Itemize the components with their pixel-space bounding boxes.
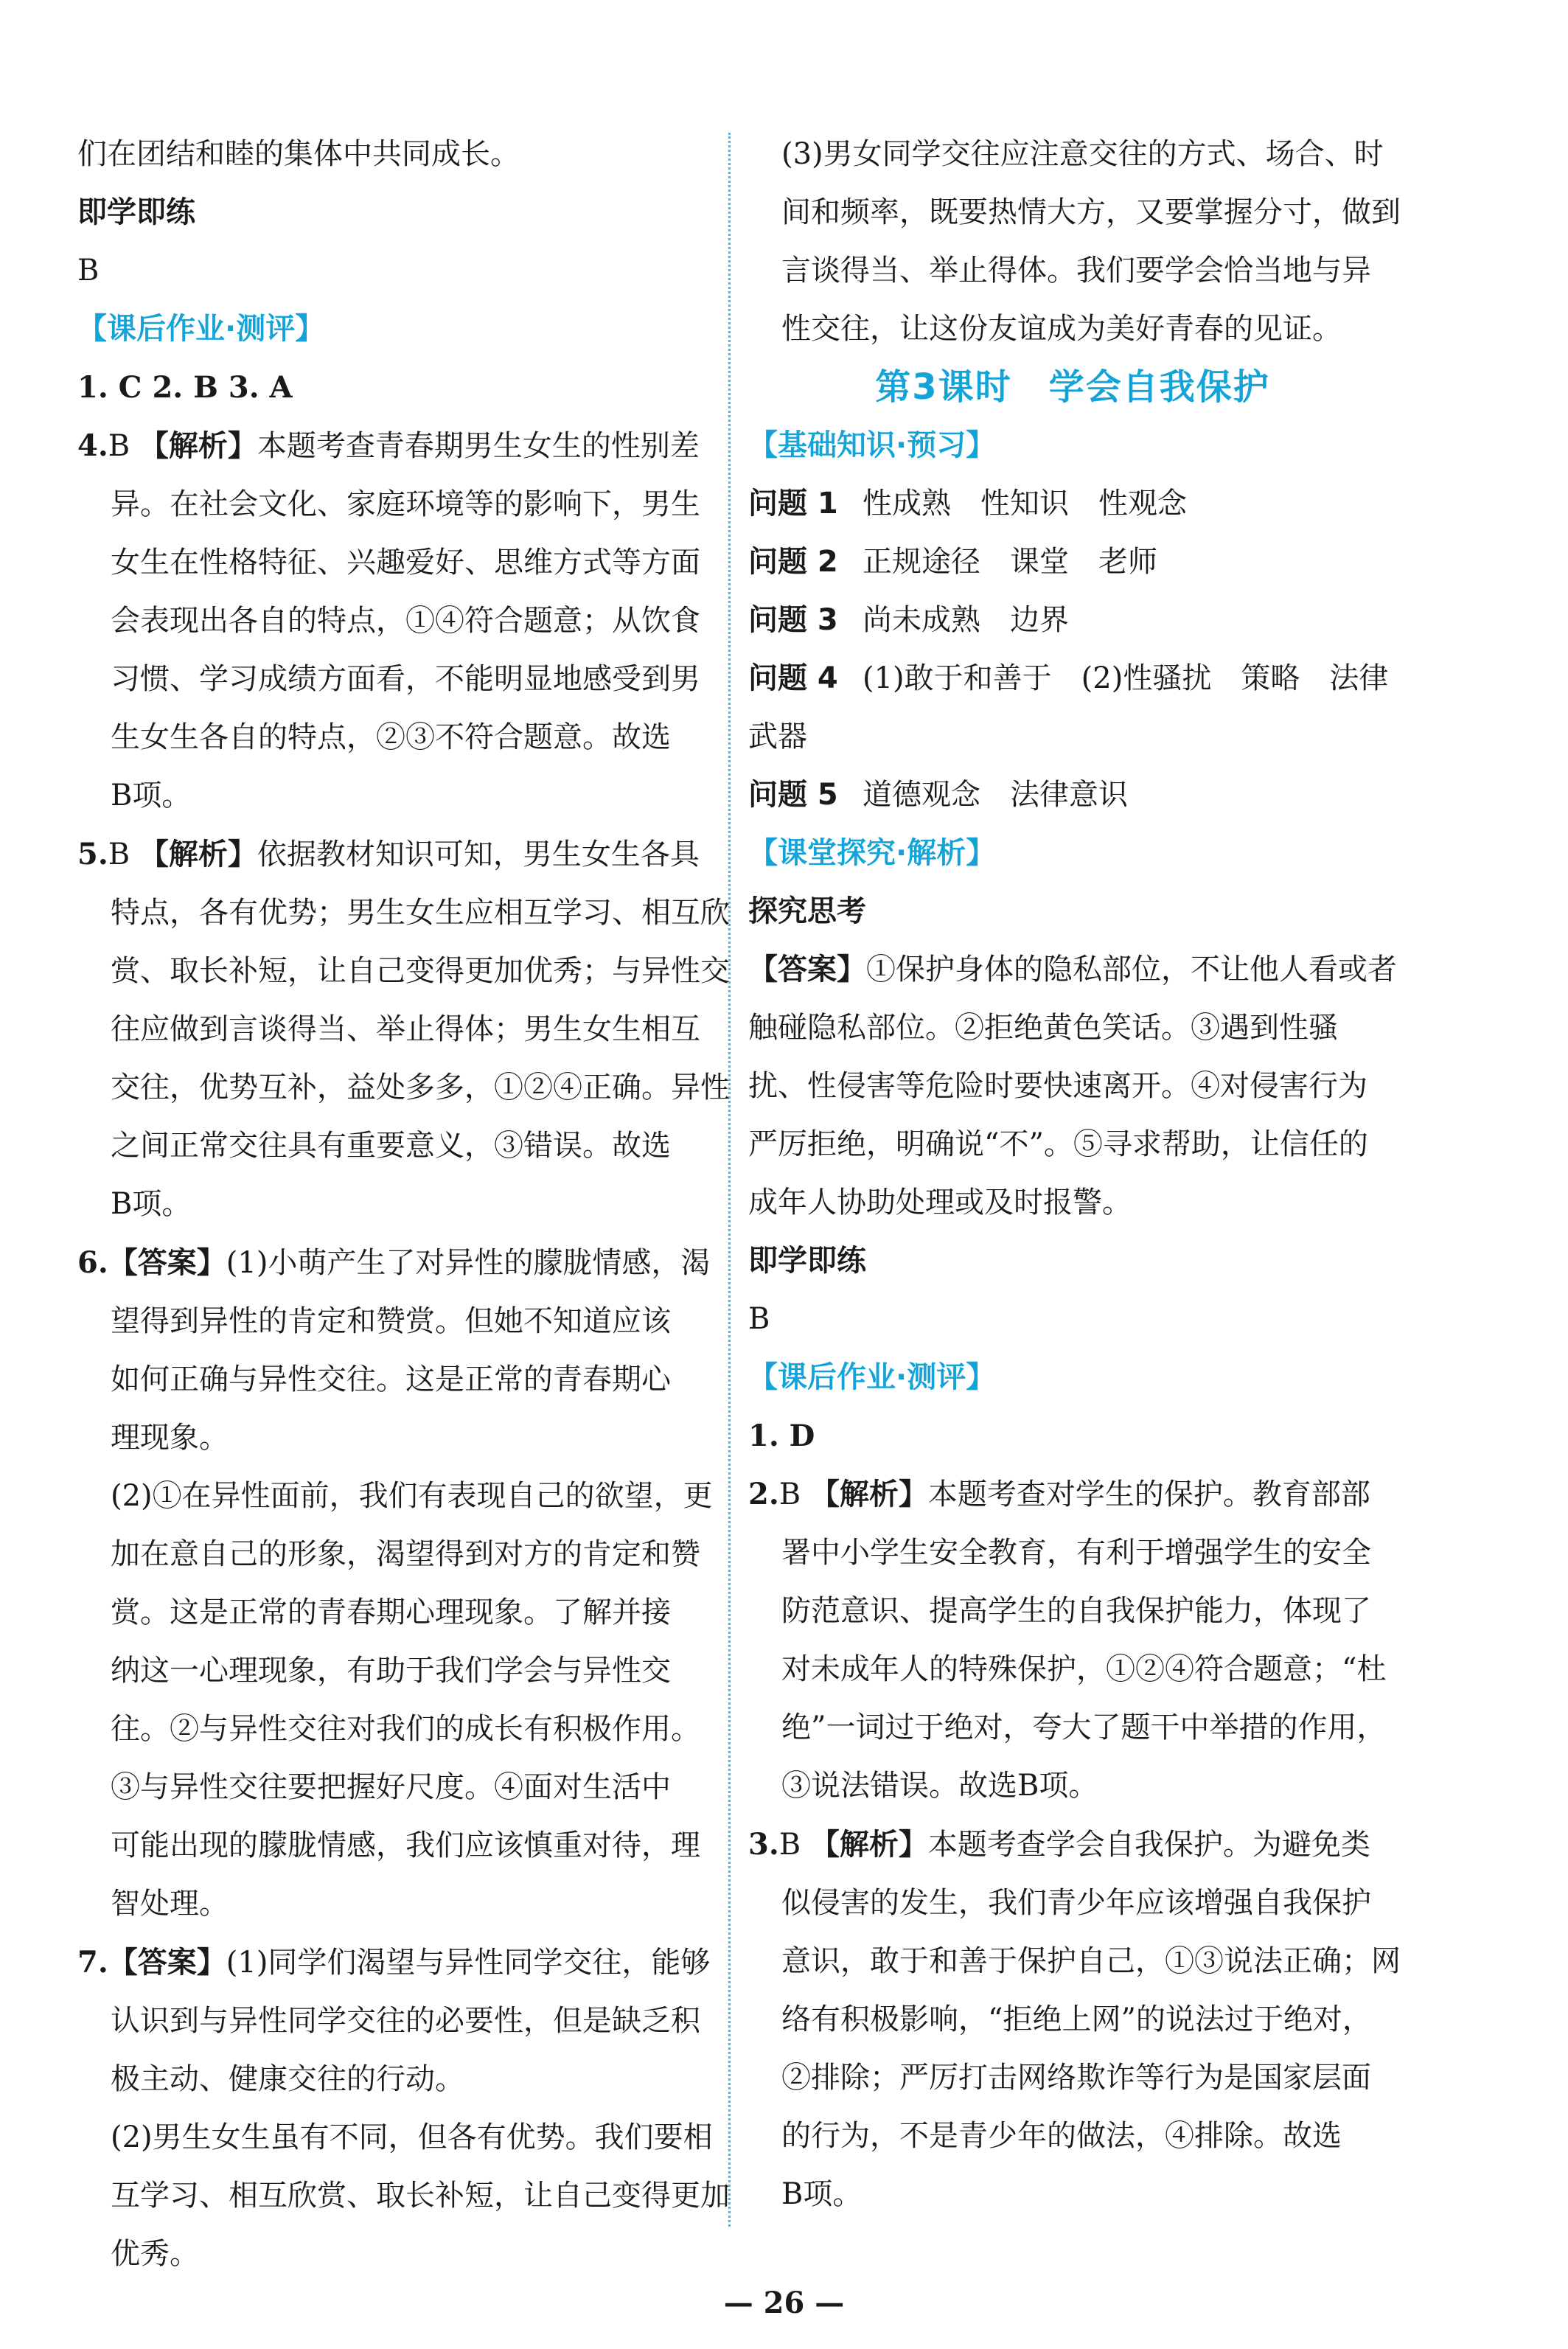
text-line: (2)男生女生虽有不同，但各有优势。我们要相 bbox=[111, 2120, 713, 2154]
left-column bbox=[77, 125, 730, 2283]
text-line: 严厉拒绝，明确说“不”。⑤寻求帮助，让信任的 bbox=[748, 1127, 1368, 1161]
text-line: B项。 bbox=[111, 1187, 192, 1221]
text-line: 生女生各自的特点，②③不符合题意。故选 bbox=[111, 720, 671, 754]
text-line: 互学习、相互欣赏、取长补短，让自己变得更加 bbox=[111, 2179, 730, 2213]
text-line: 望得到异性的肯定和赞赏。但她不知道应该 bbox=[111, 1304, 671, 1338]
text: 依据教材知识可知，男生女生各具 bbox=[257, 838, 700, 871]
text-line: 往应做到言谈得当、举止得体；男生女生相互 bbox=[111, 1012, 700, 1046]
question-number: 7. bbox=[77, 1945, 108, 1980]
text: 本题考查学会自我保护。为避免类 bbox=[927, 1828, 1370, 1862]
answer-line: B bbox=[748, 1302, 770, 1336]
problem-label: 问题 5 bbox=[748, 778, 838, 812]
problem-1 bbox=[748, 475, 1397, 533]
text-line: ③说法错误。故选B项。 bbox=[781, 1769, 1098, 1803]
question-5-line bbox=[77, 825, 711, 884]
text-line: 似侵害的发生，我们青少年应该增强自我保护 bbox=[781, 1886, 1371, 1920]
problem-text: (1)敢于和善于 (2)性骚扰 策略 法律 bbox=[863, 661, 1389, 695]
problem-5 bbox=[748, 766, 1397, 824]
text-line: 性交往，让这份友谊成为美好青春的见证。 bbox=[781, 312, 1342, 346]
text-line: 间和频率，既要热情大方，又要掌握分寸，做到 bbox=[781, 195, 1401, 229]
problem-label: 问题 3 bbox=[748, 603, 838, 637]
answer-choice: B bbox=[108, 429, 130, 463]
problem-3 bbox=[748, 591, 1397, 650]
text-line: (2)①在异性面前，我们有表现自己的欲望，更 bbox=[111, 1479, 713, 1513]
analysis-tag: 【解析】 bbox=[139, 838, 257, 871]
text-line: 异。在社会文化、家庭环境等的影响下，男生 bbox=[111, 487, 700, 521]
question-4-line bbox=[77, 417, 711, 476]
text-line: 赏、取长补短，让自己变得更加优秀；与异性交 bbox=[111, 954, 730, 988]
question-2-line bbox=[748, 1465, 1397, 1524]
problem-label: 问题 4 bbox=[748, 661, 838, 695]
question-number: 2. bbox=[748, 1477, 779, 1511]
explore-answer-line bbox=[748, 941, 1397, 999]
question-number: 3. bbox=[748, 1827, 779, 1862]
section-homework: 【课后作业·测评】 bbox=[748, 1360, 996, 1394]
text-line: 的行为，不是青少年的做法，④排除。故选 bbox=[781, 2119, 1342, 2153]
text-line: 络有积极影响，“拒绝上网”的说法过于绝对， bbox=[781, 2002, 1372, 2036]
question-3-line bbox=[748, 1815, 1397, 1874]
text-line: 纳这一心理现象，有助于我们学会与异性交 bbox=[111, 1654, 671, 1688]
problem-4 bbox=[748, 650, 1397, 708]
text-line: 如何正确与异性交往。这是正常的青春期心 bbox=[111, 1363, 671, 1396]
text-line: 之间正常交往具有重要意义，③错误。故选 bbox=[111, 1129, 671, 1163]
text-line: 触碰隐私部位。②拒绝黄色笑话。③遇到性骚 bbox=[748, 1011, 1338, 1045]
problem-text: 性成熟 性知识 性观念 bbox=[863, 487, 1187, 521]
text-line: 女生在性格特征、兴趣爱好、思维方式等方面 bbox=[111, 546, 700, 580]
text-line: 可能出现的朦胧情感，我们应该慎重对待，理 bbox=[111, 1828, 700, 1862]
question-number: 5. bbox=[77, 837, 108, 871]
text-line: 署中小学生安全教育，有利于增强学生的安全 bbox=[781, 1536, 1371, 1570]
text-line: 绝”一词过于绝对，夸大了题干中举措的作用， bbox=[781, 1711, 1387, 1744]
text-line: 言谈得当、举止得体。我们要学会恰当地与异 bbox=[781, 254, 1371, 288]
problem-2 bbox=[748, 533, 1397, 591]
text-line: 智处理。 bbox=[111, 1887, 229, 1921]
column-divider bbox=[728, 133, 731, 2227]
answer-tag: 【答案】 bbox=[108, 1246, 226, 1280]
text-line: 理现象。 bbox=[111, 1421, 229, 1455]
right-column bbox=[748, 125, 1401, 2224]
text-line: B项。 bbox=[781, 2177, 863, 2211]
subheading-practice: 即学即练 bbox=[77, 195, 195, 229]
answer-line: B bbox=[77, 254, 100, 288]
text-line: 极主动、健康交往的行动。 bbox=[111, 2062, 464, 2096]
text: (1)同学们渴望与异性同学交往，能够 bbox=[226, 1946, 711, 1980]
analysis-tag: 【解析】 bbox=[809, 1478, 928, 1511]
section-homework: 【课后作业·测评】 bbox=[77, 312, 325, 346]
analysis-tag: 【解析】 bbox=[809, 1828, 928, 1862]
problem-text: 尚未成熟 边界 bbox=[863, 603, 1069, 637]
text-line: 优秀。 bbox=[111, 2237, 199, 2271]
problem-4-continued: 武器 bbox=[748, 720, 807, 754]
text-line: 会表现出各自的特点，①④符合题意；从饮食 bbox=[111, 604, 700, 638]
section-basic: 【基础知识·预习】 bbox=[748, 428, 996, 462]
text-line: 对未成年人的特殊保护，①②④符合题意；“杜 bbox=[781, 1652, 1387, 1686]
text-line: 认识到与异性同学交往的必要性，但是缺乏积 bbox=[111, 2004, 700, 2038]
question-7-line bbox=[77, 1933, 711, 1992]
text: ①保护身体的隐私部位，不让他人看或者 bbox=[866, 953, 1397, 986]
answer-tag: 【答案】 bbox=[108, 1946, 226, 1980]
text-line: 往。②与异性交往对我们的成长有积极作用。 bbox=[111, 1712, 700, 1746]
lesson-title: 第3课时 学会自我保护 bbox=[875, 366, 1270, 408]
answer-choice: B bbox=[778, 1478, 801, 1511]
subheading-explore: 探究思考 bbox=[748, 894, 866, 928]
problem-text: 正规途径 课堂 老师 bbox=[863, 545, 1157, 579]
problem-text: 道德观念 法律意识 bbox=[863, 778, 1128, 812]
text-line: 特点，各有优势；男生女生应相互学习、相互欣 bbox=[111, 896, 730, 930]
text-line: B项。 bbox=[111, 779, 192, 812]
analysis-tag: 【解析】 bbox=[139, 429, 257, 463]
text: (1)小萌产生了对异性的朦胧情感，渴 bbox=[226, 1246, 711, 1280]
answer-choice: B bbox=[778, 1828, 801, 1862]
question-number: 4. bbox=[77, 428, 108, 463]
answer-tag: 【答案】 bbox=[748, 953, 866, 986]
question-number: 6. bbox=[77, 1245, 108, 1280]
answer-choice: B bbox=[108, 838, 130, 871]
text-line: 加在意自己的形象，渴望得到对方的肯定和赞 bbox=[111, 1537, 700, 1571]
text-line: 赏。这是正常的青春期心理现象。了解并接 bbox=[111, 1595, 671, 1629]
text-line: 习惯、学习成绩方面看，不能明显地感受到男 bbox=[111, 662, 700, 696]
question-6-line bbox=[77, 1233, 711, 1292]
text-line: 们在团结和睦的集体中共同成长。 bbox=[77, 137, 520, 171]
text-line: 成年人协助处理或及时报警。 bbox=[748, 1186, 1132, 1219]
answer-line-1: 1. D bbox=[748, 1419, 815, 1453]
text-line: ②排除；严厉打击网络欺诈等行为是国家层面 bbox=[781, 2061, 1371, 2095]
text-line: 意识，敢于和善于保护自己，①③说法正确；网 bbox=[781, 1944, 1401, 1978]
answer-line-1-3: 1. C 2. B 3. A bbox=[77, 370, 293, 405]
page-number: — 26 — bbox=[723, 2286, 845, 2320]
text: 本题考查对学生的保护。教育部部 bbox=[927, 1478, 1370, 1511]
section-classroom: 【课堂探究·解析】 bbox=[748, 836, 996, 870]
problem-label: 问题 1 bbox=[748, 487, 838, 521]
text: 本题考查青春期男生女生的性别差 bbox=[257, 429, 700, 463]
text-line: ③与异性交往要把握好尺度。④面对生活中 bbox=[111, 1770, 671, 1804]
text-line: 交往，优势互补，益处多多，①②④正确。异性 bbox=[111, 1071, 730, 1104]
text-line: 扰、性侵害等危险时要快速离开。④对侵害行为 bbox=[748, 1069, 1367, 1103]
text-line: 防范意识、提高学生的自我保护能力，体现了 bbox=[781, 1594, 1371, 1628]
subheading-practice: 即学即练 bbox=[748, 1244, 866, 1278]
text-line: (3)男女同学交往应注意交往的方式、场合、时 bbox=[781, 137, 1384, 171]
problem-label: 问题 2 bbox=[748, 545, 838, 579]
